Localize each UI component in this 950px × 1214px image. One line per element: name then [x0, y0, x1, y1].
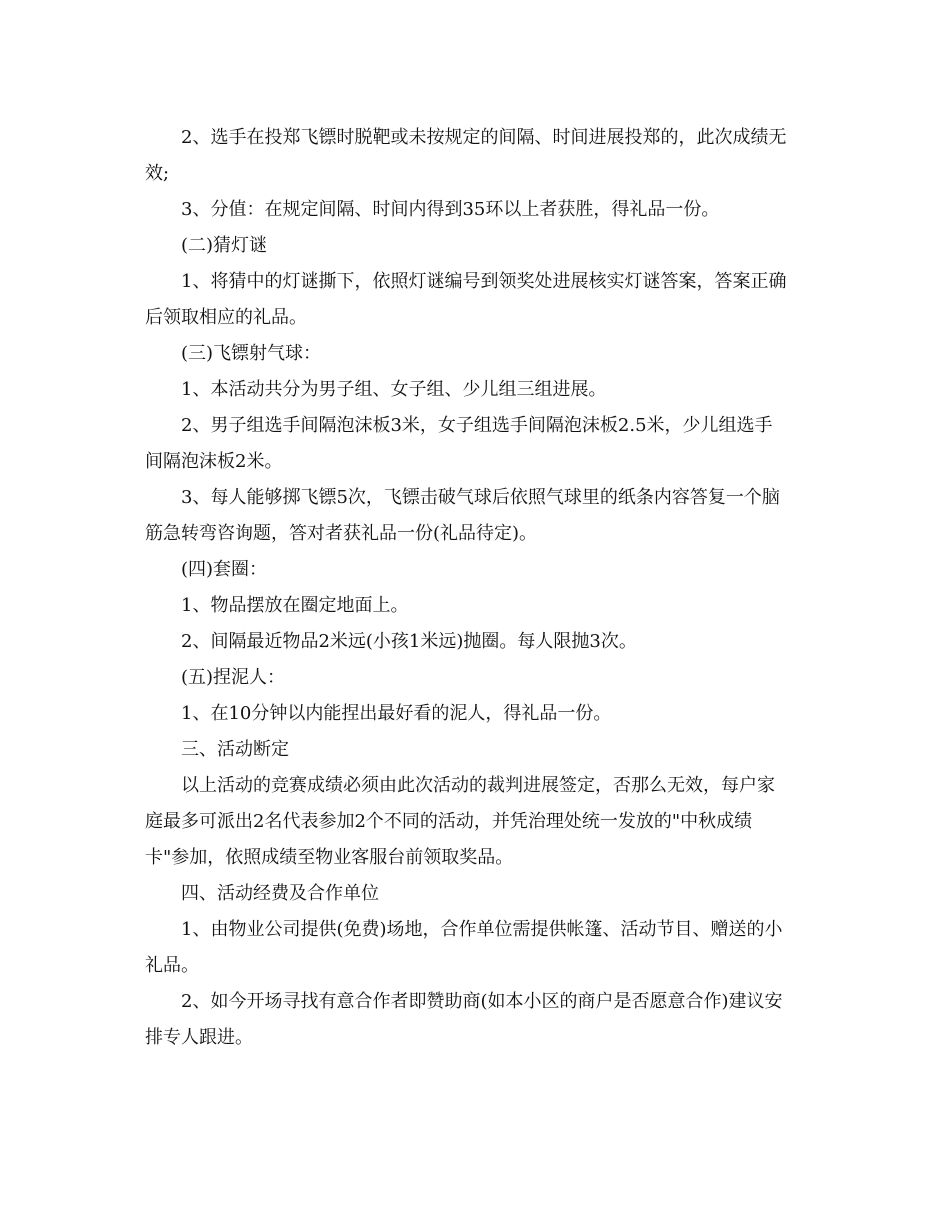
- paragraph-line: 1、将猜中的灯谜撕下，依照灯谜编号到领奖处进展核实灯谜答案，答案正确: [181, 271, 787, 292]
- paragraph-line: 1、本活动共分为男子组、女子组、少儿组三组进展。: [181, 379, 607, 400]
- paragraph: [145, 876, 810, 912]
- paragraph-line: 后领取相应的礼品。: [145, 307, 307, 328]
- paragraph: [145, 768, 810, 876]
- paragraph: [145, 192, 810, 228]
- paragraph-line: 礼品。: [145, 955, 199, 976]
- document-body: [145, 120, 810, 1056]
- paragraph: [145, 480, 810, 552]
- paragraph: [145, 984, 810, 1056]
- paragraph-line: 1、由物业公司提供(免费)场地，合作单位需提供帐篷、活动节目、赠送的小: [181, 919, 783, 940]
- paragraph-line: 1、在10分钟以内能捏出最好看的泥人，得礼品一份。: [181, 703, 612, 724]
- paragraph: [145, 912, 810, 984]
- paragraph: [145, 228, 810, 264]
- paragraph: [145, 624, 810, 660]
- paragraph-line: 3、分值：在规定间隔、时间内得到35环以上者获胜，得礼品一份。: [181, 199, 720, 220]
- paragraph-line: 2、男子组选手间隔泡沫板3米，女子组选手间隔泡沫板2.5米，少儿组选手: [181, 415, 773, 436]
- paragraph-line: 三、活动断定: [181, 739, 289, 760]
- paragraph-line: 四、活动经费及合作单位: [181, 883, 379, 904]
- paragraph: [145, 588, 810, 624]
- paragraph: [145, 552, 810, 588]
- paragraph: [145, 336, 810, 372]
- paragraph-line: 效;: [145, 163, 170, 184]
- paragraph-line: 3、每人能够掷飞镖5次，飞镖击破气球后依照气球里的纸条内容答复一个脑: [181, 487, 780, 508]
- paragraph-line: (三)飞镖射气球：: [181, 343, 322, 364]
- paragraph-line: (二)猜灯谜: [181, 235, 268, 256]
- paragraph-line: 2、间隔最近物品2米远(小孩1米远)抛圈。每人限抛3次。: [181, 631, 637, 652]
- paragraph-line: 排专人跟进。: [145, 1027, 253, 1048]
- paragraph-line: (四)套圈：: [181, 559, 268, 580]
- paragraph-line: (五)捏泥人：: [181, 667, 286, 688]
- paragraph-line: 以上活动的竞赛成绩必须由此次活动的裁判进展签定，否那么无效，每户家: [181, 775, 775, 796]
- paragraph-line: 2、选手在投郑飞镖时脱靶或未按规定的间隔、时间进展投郑的，此次成绩无: [181, 127, 787, 148]
- paragraph: [145, 696, 810, 732]
- paragraph: [145, 732, 810, 768]
- paragraph-line: 1、物品摆放在圈定地面上。: [181, 595, 409, 616]
- paragraph: [145, 120, 810, 192]
- paragraph-line: 卡"参加，依照成绩至物业客服台前领取奖品。: [145, 847, 514, 868]
- paragraph: [145, 408, 810, 480]
- paragraph-line: 筋急转弯咨询题，答对者获礼品一份(礼品待定)。: [145, 523, 538, 544]
- paragraph-line: 间隔泡沫板2米。: [145, 451, 283, 472]
- paragraph-line: 庭最多可派出2名代表参加2个不同的活动，并凭治理处统一发放的"中秋成绩: [145, 811, 753, 832]
- paragraph-line: 2、如今开场寻找有意合作者即赞助商(如本小区的商户是否愿意合作)建议安: [181, 991, 783, 1012]
- paragraph: [145, 660, 810, 696]
- paragraph: [145, 372, 810, 408]
- paragraph: [145, 264, 810, 336]
